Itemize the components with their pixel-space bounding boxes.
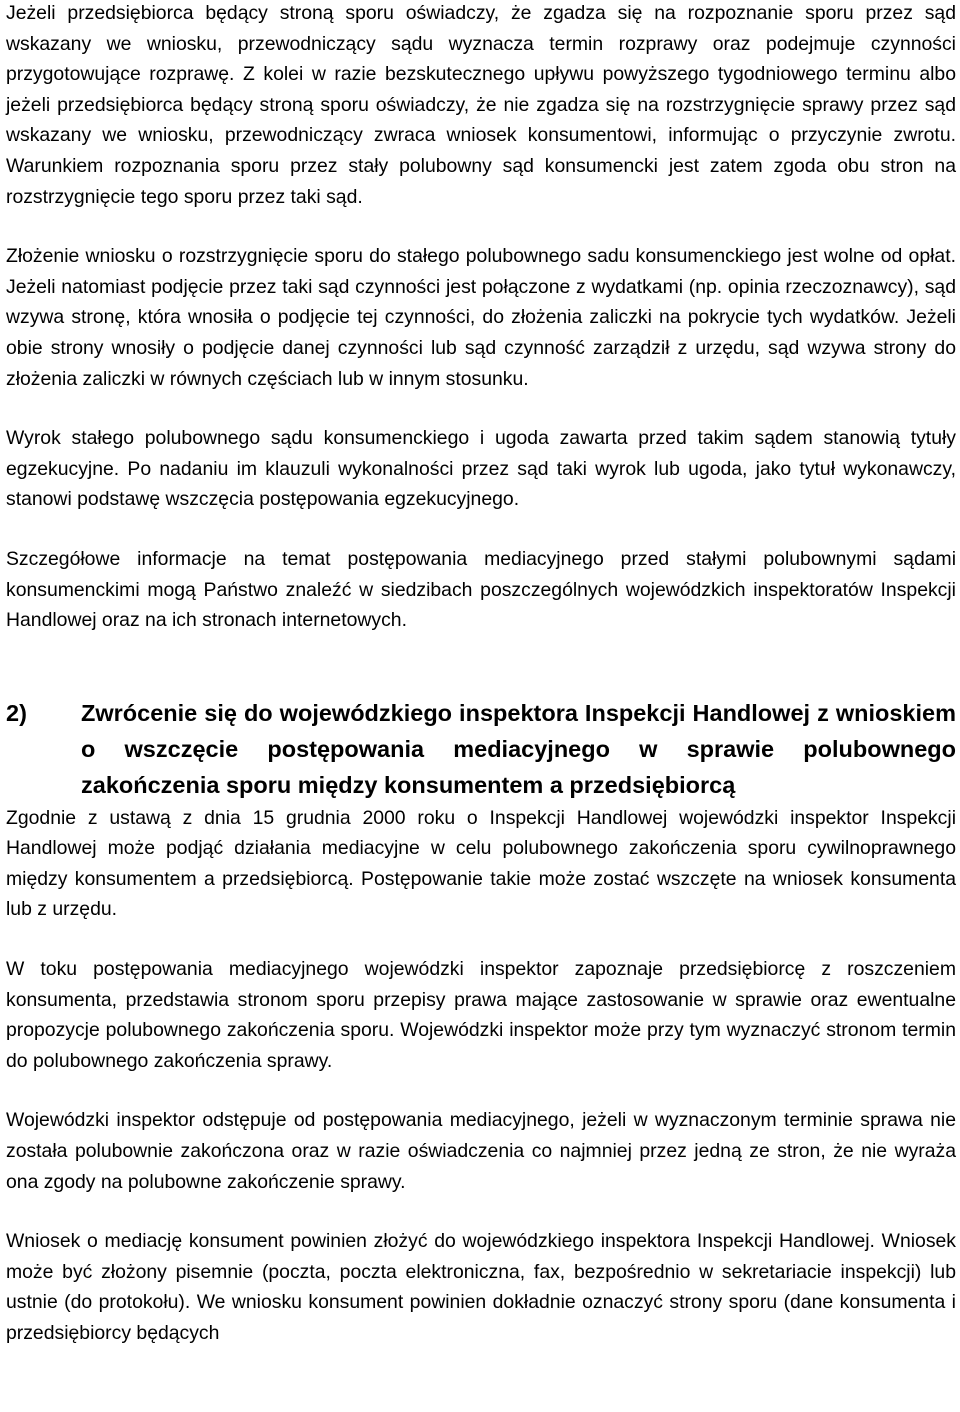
section-heading-text: Zwrócenie się do wojewódzkiego inspektora Inspekcji Handlowej z wnioskiem o wszczęcie postępowania mediacyjnego w sprawie polubownego zakończenia sporu między konsumentem a przedsiębiorcą: [81, 699, 956, 798]
document-page: [6, 0, 956, 1349]
section-heading-number: 2): [6, 699, 27, 726]
paragraph-court-acceptance: Jeżeli przedsiębiorca będący stroną sporu oświadczy, że zgadza się na rozpoznanie sporu przez sąd wskazany we wniosku, przewodniczący sądu wyznacza termin rozprawy oraz podejmuje czynności przygotowujące rozprawę. Z kolei w razie bezskutecznego upływu powyższego tygodniowego terminu albo jeżeli przedsiębiorca będący stroną sporu oświadczy, że nie zgadza się na rozstrzygnięcie sprawy przez sąd wskazany we wniosku, przewodniczący zwraca wniosek konsumentowi, informując o przyczynie zwrotu. Warunkiem rozpoznania sporu przez stały polubowny sąd konsumencki jest zatem zgoda obu stron na rozstrzygnięcie tego sporu przez taki sąd.: [6, 2, 956, 208]
paragraph-mediation-withdrawal: Wojewódzki inspektor odstępuje od postępowania mediacyjnego, jeżeli w wyznaczonym terminie sprawa nie została polubownie zakończona oraz w razie oświadczenia co najmniej przez jedną ze stron, że nie wyraża ona zgody na polubowne zakończenie sprawy.: [6, 1109, 956, 1193]
section-spacer: [6, 636, 956, 695]
paragraph-fees: Złożenie wniosku o rozstrzygnięcie sporu do stałego polubownego sadu konsumenckiego jest wolne od opłat. Jeżeli natomiast podjęcie przez taki sąd czynności jest połączone z wydatkami (np. opinia rzeczoznawcy), sąd wzywa stronę, która wnosiła o podjęcie tej czynności, do złożenia zaliczki na pokrycie tych wydatków. Jeżeli obie strony wnosiły o podjęcie danej czynności lub sąd czynność zarządził z urzędu, sąd wzywa strony do złożenia zaliczki w równych częściach lub w innym stosunku.: [6, 245, 956, 390]
section-heading: [6, 695, 956, 803]
paragraph-mediation-process: W toku postępowania mediacyjnego wojewódzki inspektor zapoznaje przedsiębiorcę z roszczeniem konsumenta, przedstawia stronom sporu przepisy prawa mające zastosowanie w sprawie oraz ewentualne propozycje polubownego zakończenia sporu. Wojewódzki inspektor może przy tym wyznaczyć stronom termin do polubownego zakończenia sprawy.: [6, 958, 956, 1072]
paragraph-enforcement: Wyrok stałego polubownego sądu konsumenckiego i ugoda zawarta przed takim sądem stanowią tytuły egzekucyjne. Po nadaniu im klauzuli wykonalności przez sąd taki wyrok lub ugoda, jako tytuł wykonawczy, stanowi podstawę wszczęcia postępowania egzekucyjnego.: [6, 427, 956, 511]
paragraph-mediation-basis: Zgodnie z ustawą z dnia 15 grudnia 2000 roku o Inspekcji Handlowej wojewódzki inspektor Inspekcji Handlowej może podjąć działania mediacyjne w celu polubownego zakończenia sporu cywilnoprawnego między konsumentem a przedsiębiorcą. Postępowanie takie może zostać wszczęte na wniosek konsumenta lub z urzędu.: [6, 806, 956, 921]
paragraph-more-info: Szczegółowe informacje na temat postępowania mediacyjnego przed stałymi polubownymi sądami konsumenckimi mogą Państwo znaleźć w siedzibach poszczególnych wojewódzkich inspektoratów Inspekcji Handlowej oraz na ich stronach internetowych.: [6, 547, 956, 632]
paragraph-mediation-request: Wniosek o mediację konsument powinien złożyć do wojewódzkiego inspektora Inspekcji Handlowej. Wniosek może być złożony pisemnie (poczta, poczta elektroniczna, fax, bezpośrednio w sekretariacie inspekcji) lub ustnie (do protokołu). We wniosku konsument powinien dokładnie oznaczyć strony sporu (dane konsumenta i przedsiębiorcy będących: [6, 1230, 956, 1344]
